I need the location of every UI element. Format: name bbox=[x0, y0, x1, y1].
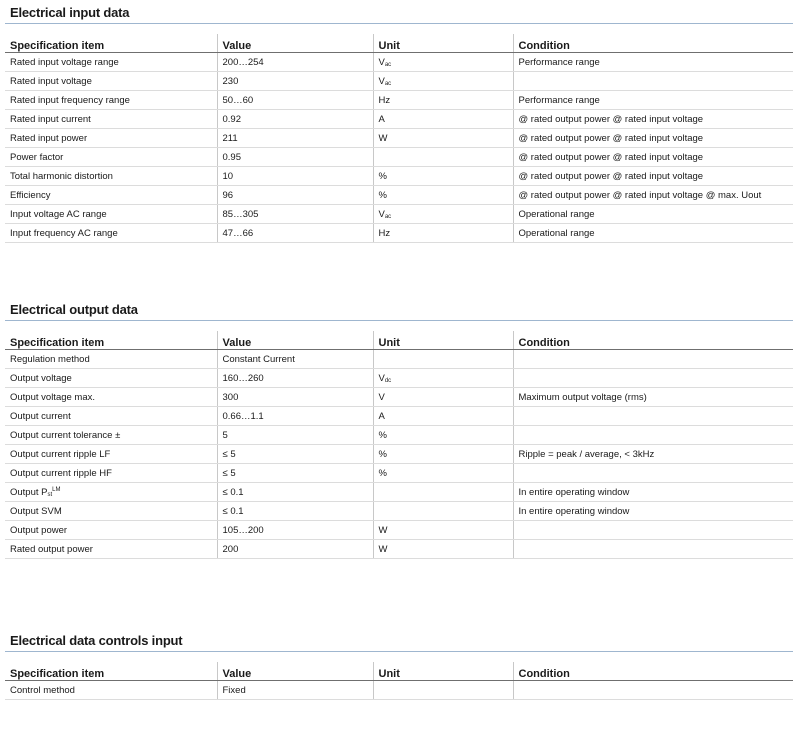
cell-value: ≤ 5 bbox=[217, 464, 373, 483]
cell-unit: A bbox=[373, 407, 513, 426]
cell-spec-item: Output current bbox=[5, 407, 217, 426]
cell-spec-item: Rated input voltage bbox=[5, 72, 217, 91]
section-title: Electrical output data bbox=[10, 302, 138, 317]
spec-table bbox=[5, 331, 793, 559]
cell-spec-item: Rated input current bbox=[5, 110, 217, 129]
column-header-value: Value bbox=[217, 34, 373, 53]
cell-spec-item: Efficiency bbox=[5, 186, 217, 205]
table-header-row bbox=[5, 331, 793, 350]
section-title: Electrical data controls input bbox=[10, 633, 183, 648]
column-header-unit: Unit bbox=[373, 331, 513, 350]
cell-spec-item: Output current ripple HF bbox=[5, 464, 217, 483]
cell-value: 0.66…1.1 bbox=[217, 407, 373, 426]
cell-unit bbox=[373, 681, 513, 700]
cell-unit: Hz bbox=[373, 91, 513, 110]
cell-spec-item: Regulation method bbox=[5, 350, 217, 369]
cell-unit: Hz bbox=[373, 224, 513, 243]
electrical-output-section bbox=[5, 300, 793, 559]
cell-condition: @ rated output power @ rated input voltage bbox=[513, 148, 793, 167]
table-row bbox=[5, 502, 793, 521]
cell-value: ≤ 0.1 bbox=[217, 502, 373, 521]
cell-value: 200 bbox=[217, 540, 373, 559]
cell-spec-item: Control method bbox=[5, 681, 217, 700]
table-row bbox=[5, 369, 793, 388]
table-row bbox=[5, 540, 793, 559]
cell-condition: @ rated output power @ rated input voltage bbox=[513, 110, 793, 129]
column-header-condition: Condition bbox=[513, 331, 793, 350]
cell-spec-item: Output power bbox=[5, 521, 217, 540]
cell-condition: @ rated output power @ rated input voltage bbox=[513, 167, 793, 186]
table-header-row bbox=[5, 662, 793, 681]
cell-value: 50…60 bbox=[217, 91, 373, 110]
cell-unit: Vac bbox=[373, 53, 513, 72]
cell-unit: W bbox=[373, 521, 513, 540]
table-row bbox=[5, 483, 793, 502]
column-header-spec-item: Specification item bbox=[5, 331, 217, 350]
column-header-spec-item: Specification item bbox=[5, 34, 217, 53]
table-row bbox=[5, 91, 793, 110]
cell-value: ≤ 0.1 bbox=[217, 483, 373, 502]
cell-value: 160…260 bbox=[217, 369, 373, 388]
electrical-input-section bbox=[5, 3, 793, 243]
cell-condition: Ripple = peak / average, < 3kHz bbox=[513, 445, 793, 464]
cell-unit bbox=[373, 350, 513, 369]
table-row bbox=[5, 53, 793, 72]
cell-condition bbox=[513, 681, 793, 700]
cell-unit: Vdc bbox=[373, 369, 513, 388]
cell-condition bbox=[513, 464, 793, 483]
cell-value: 0.92 bbox=[217, 110, 373, 129]
column-header-condition: Condition bbox=[513, 34, 793, 53]
cell-unit bbox=[373, 148, 513, 167]
cell-value: 105…200 bbox=[217, 521, 373, 540]
table-row bbox=[5, 681, 793, 700]
column-header-condition: Condition bbox=[513, 662, 793, 681]
column-header-value: Value bbox=[217, 662, 373, 681]
cell-condition bbox=[513, 369, 793, 388]
cell-unit: % bbox=[373, 167, 513, 186]
cell-spec-item: Output voltage bbox=[5, 369, 217, 388]
cell-value: 230 bbox=[217, 72, 373, 91]
cell-condition: In entire operating window bbox=[513, 502, 793, 521]
spec-table bbox=[5, 34, 793, 243]
cell-spec-item: Rated output power bbox=[5, 540, 217, 559]
column-header-unit: Unit bbox=[373, 34, 513, 53]
cell-value: 96 bbox=[217, 186, 373, 205]
controls-input-section bbox=[5, 631, 793, 700]
cell-spec-item: Rated input frequency range bbox=[5, 91, 217, 110]
cell-value: 211 bbox=[217, 129, 373, 148]
cell-condition bbox=[513, 72, 793, 91]
column-header-spec-item: Specification item bbox=[5, 662, 217, 681]
cell-condition: Performance range bbox=[513, 53, 793, 72]
cell-value: 85…305 bbox=[217, 205, 373, 224]
cell-unit: Vac bbox=[373, 72, 513, 91]
cell-unit: % bbox=[373, 426, 513, 445]
cell-unit: % bbox=[373, 445, 513, 464]
table-row bbox=[5, 445, 793, 464]
cell-condition bbox=[513, 350, 793, 369]
cell-spec-item: Input frequency AC range bbox=[5, 224, 217, 243]
cell-spec-item: Output Pst$^{LM}$ bbox=[5, 483, 217, 502]
cell-value: 5 bbox=[217, 426, 373, 445]
table-row bbox=[5, 72, 793, 91]
table-row bbox=[5, 148, 793, 167]
cell-spec-item: Power factor bbox=[5, 148, 217, 167]
cell-spec-item: Output SVM bbox=[5, 502, 217, 521]
table-row bbox=[5, 407, 793, 426]
cell-unit bbox=[373, 502, 513, 521]
cell-spec-item: Rated input power bbox=[5, 129, 217, 148]
table-row bbox=[5, 388, 793, 407]
table-row bbox=[5, 110, 793, 129]
cell-spec-item: Input voltage AC range bbox=[5, 205, 217, 224]
cell-unit: W bbox=[373, 129, 513, 148]
cell-unit bbox=[373, 483, 513, 502]
cell-condition: In entire operating window bbox=[513, 483, 793, 502]
cell-unit: % bbox=[373, 186, 513, 205]
cell-unit: A bbox=[373, 110, 513, 129]
table-row bbox=[5, 426, 793, 445]
table-row bbox=[5, 350, 793, 369]
cell-spec-item: Output current tolerance ± bbox=[5, 426, 217, 445]
cell-condition bbox=[513, 407, 793, 426]
cell-condition: @ rated output power @ rated input voltage bbox=[513, 129, 793, 148]
cell-unit: V bbox=[373, 388, 513, 407]
cell-condition: Maximum output voltage (rms) bbox=[513, 388, 793, 407]
spec-table bbox=[5, 662, 793, 700]
cell-condition: Operational range bbox=[513, 224, 793, 243]
cell-value: ≤ 5 bbox=[217, 445, 373, 464]
table-row bbox=[5, 224, 793, 243]
column-header-value: Value bbox=[217, 331, 373, 350]
cell-value: 47…66 bbox=[217, 224, 373, 243]
table-row bbox=[5, 129, 793, 148]
column-header-unit: Unit bbox=[373, 662, 513, 681]
cell-unit: % bbox=[373, 464, 513, 483]
cell-value: Constant Current bbox=[217, 350, 373, 369]
cell-value: 10 bbox=[217, 167, 373, 186]
cell-spec-item: Total harmonic distortion bbox=[5, 167, 217, 186]
cell-spec-item: Rated input voltage range bbox=[5, 53, 217, 72]
cell-unit: Vac bbox=[373, 205, 513, 224]
cell-condition: @ rated output power @ rated input voltage @ max. Uout bbox=[513, 186, 793, 205]
cell-value: 0.95 bbox=[217, 148, 373, 167]
table-row bbox=[5, 205, 793, 224]
cell-unit: W bbox=[373, 540, 513, 559]
table-header-row bbox=[5, 34, 793, 53]
section-title: Electrical input data bbox=[10, 5, 130, 20]
cell-condition bbox=[513, 521, 793, 540]
table-row bbox=[5, 186, 793, 205]
table-row bbox=[5, 167, 793, 186]
cell-value: 200…254 bbox=[217, 53, 373, 72]
table-row bbox=[5, 521, 793, 540]
cell-condition: Performance range bbox=[513, 91, 793, 110]
table-row bbox=[5, 464, 793, 483]
cell-condition: Operational range bbox=[513, 205, 793, 224]
cell-condition bbox=[513, 426, 793, 445]
cell-spec-item: Output current ripple LF bbox=[5, 445, 217, 464]
cell-value: Fixed bbox=[217, 681, 373, 700]
cell-condition bbox=[513, 540, 793, 559]
cell-value: 300 bbox=[217, 388, 373, 407]
cell-spec-item: Output voltage max. bbox=[5, 388, 217, 407]
